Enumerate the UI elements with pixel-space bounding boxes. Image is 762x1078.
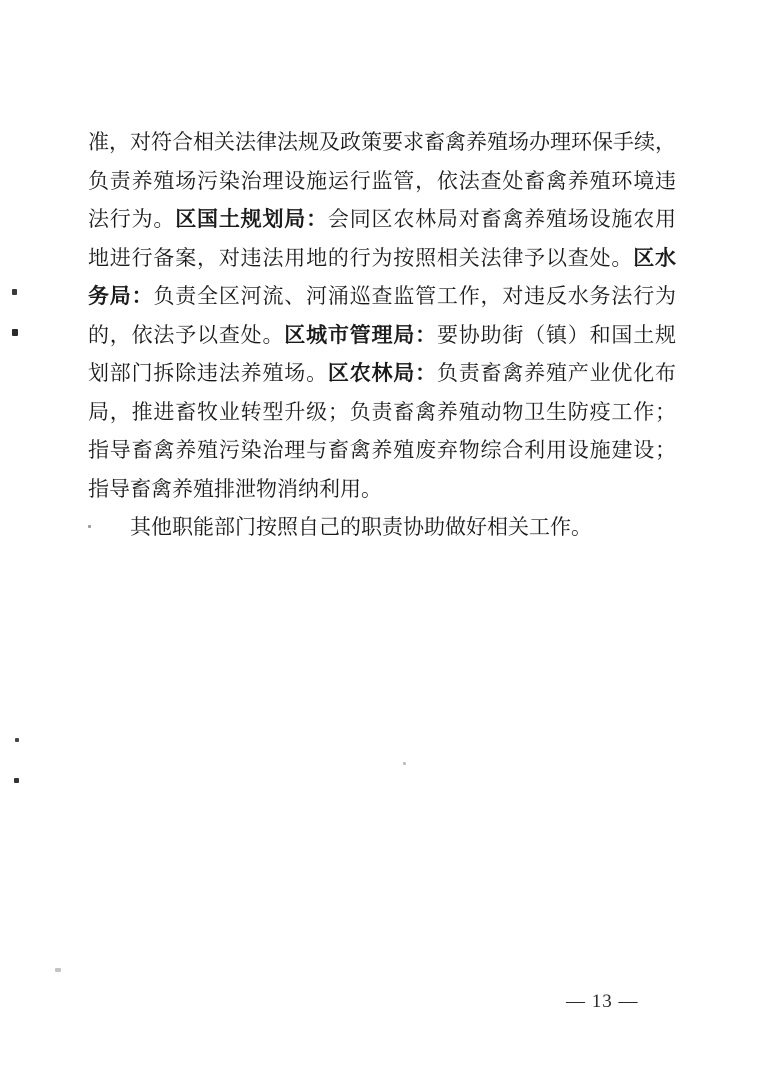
department-name-bold: 务局： [88,284,154,308]
text-run: 会同区农林局对畜禽养殖场设施农用 [327,207,676,231]
text-line [88,431,676,470]
page-number: — 13 — [566,991,639,1012]
text-run: 地进行备案，对违法用地的行为按照相关法律予以查处。 [88,245,634,270]
text-line [88,354,676,393]
scan-speck [403,762,406,765]
text-line [88,200,676,239]
scan-speck [12,289,17,295]
department-name-bold: 区农林局： [327,361,437,385]
department-name-bold: 区水 [633,245,676,270]
scan-speck [12,329,18,336]
text-run: 划部门拆除违法养殖场。 [88,361,328,385]
text-run: 法行为。 [88,207,176,231]
text-run: 指导畜禽养殖排泄物消纳利用。 [88,476,382,501]
text-run: 指导畜禽养殖污染治理与畜禽养殖废弃物综合利用设施建设； [88,438,676,462]
department-name-bold: 区国土规划局： [175,207,328,231]
text-line [88,316,676,355]
text-run: 的，依法予以查处。 [88,322,285,347]
scan-speck [88,525,91,528]
text-line [88,239,676,278]
text-line [88,393,676,432]
text-line [88,123,676,162]
scan-speck [15,738,19,742]
department-name-bold: 区城市管理局： [284,322,437,347]
text-run: 要协助街（镇）和国土规 [436,322,676,347]
text-run: 负责养殖场污染治理设施运行监管，依法查处畜禽养殖环境违 [88,168,676,193]
text-run: 局，推进畜牧业转型升级；负责畜禽养殖动物卫生防疫工作； [88,399,676,424]
text-run: 准，对符合相关法律法规及政策要求畜禽养殖场办理环保手续， [88,130,676,154]
text-line [88,277,676,316]
text-line [88,162,676,201]
text-line [88,470,676,509]
text-run: 负责畜禽养殖产业优化布 [436,361,676,385]
text-run: 负责全区河流、河涌巡查监管工作，对违反水务法行为 [153,284,676,308]
body-paragraphs [88,123,676,547]
scan-speck [14,778,19,783]
text-run: 其他职能部门按照自己的职责协助做好相关工作。 [130,515,592,539]
text-line [88,508,676,547]
scan-speck [55,968,61,972]
